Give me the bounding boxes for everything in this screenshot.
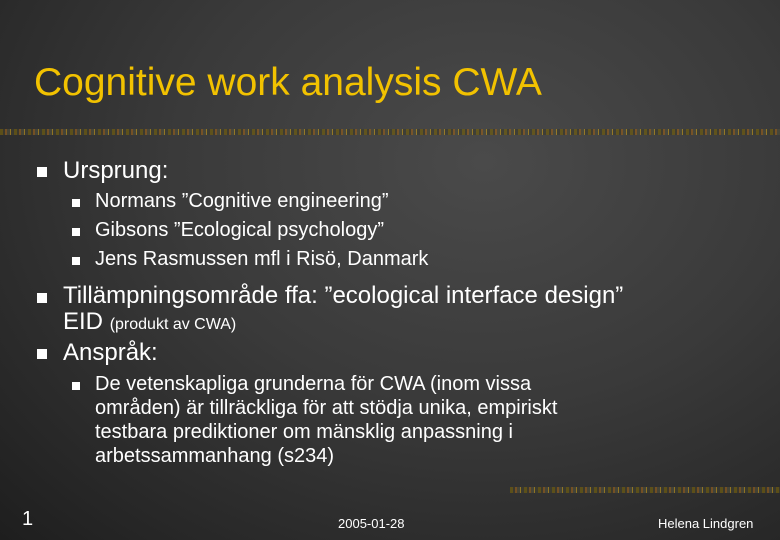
page-number: 1 [22,508,34,530]
eid-note: (produkt av CWA) [109,316,237,333]
claim-line: arbetssammanhang (s234) [95,445,335,467]
claim-line: testbara prediktioner om mänsklig anpassning i [95,421,513,443]
bullet-icon [37,167,47,177]
footer-divider [510,487,780,493]
origin-item: Jens Rasmussen mfl i Risö, Danmark [95,248,429,270]
footer-author: Helena Lindgren [658,516,754,531]
bullet-application: Tillämpningsområde ffa: ”ecological interface design” [63,282,624,309]
origin-item: Normans ”Cognitive engineering” [95,190,389,212]
bullet-icon [72,382,80,390]
bullet-icon [37,293,47,303]
bullet-icon [37,349,47,359]
bullet-icon [72,228,80,236]
claim-line: De vetenskapliga grunderna för CWA (inom vissa [95,373,532,395]
bullet-icon [72,199,80,207]
footer-date: 2005-01-28 [338,516,405,531]
bullet-claim: Anspråk: [63,339,158,366]
origin-item: Gibsons ”Ecological psychology” [95,219,385,241]
bullet-icon [72,257,80,265]
bullet-application-line2 [63,309,236,338]
slide-title: Cognitive work analysis CWA [34,61,542,104]
bullet-origin: Ursprung: [63,157,169,184]
title-divider [0,129,780,135]
claim-line: områden) är tillräckliga för att stödja unika, empiriskt [95,397,558,419]
eid-label: EID [63,308,104,335]
